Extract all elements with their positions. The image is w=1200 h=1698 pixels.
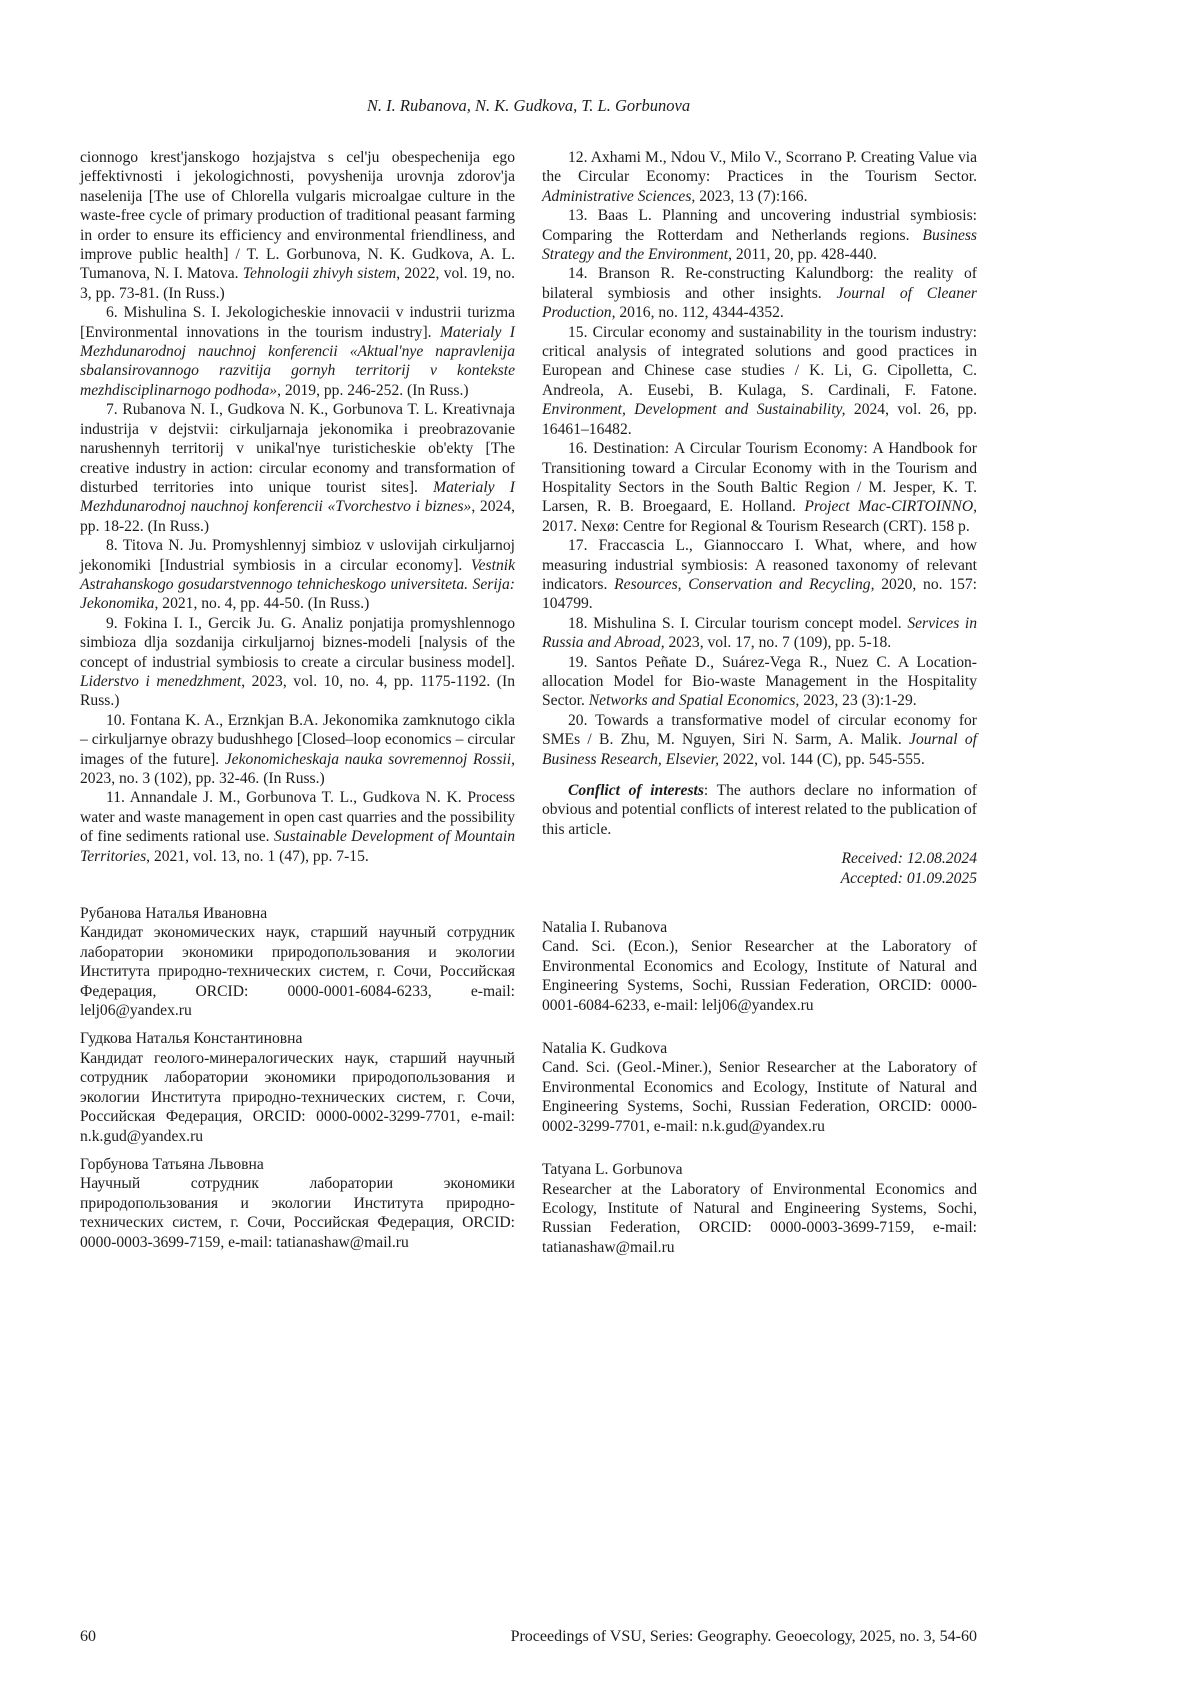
text-segment: Environment, Development and Sustainability, xyxy=(542,401,846,419)
left-column xyxy=(80,148,515,1281)
author-block xyxy=(542,1160,977,1257)
author-block xyxy=(80,1155,515,1252)
text-segment: 12. Axhami M., Ndou V., Milo V., Scorrano P. Creating Value via the Circular Economy: Practices in the Tourism Sector. xyxy=(542,149,977,186)
author-bio: Научный сотрудник лаборатории экономики природопользования и экологии Института природно-технических систем, г. Сочи, Российская Федерация, ORCID: 0000-0003-3699-7159, e-mail: tatianashaw@mail.ru xyxy=(80,1175,515,1251)
text-segment: 2024, vol. 26, pp. 16461–16482. xyxy=(542,401,977,438)
author-block xyxy=(542,918,977,1015)
reference-item xyxy=(80,536,515,614)
reference-item xyxy=(542,206,977,264)
accepted-date: Accepted: 01.09.2025 xyxy=(840,869,977,887)
text-segment: 6. Mishulina S. I. Jekologicheskie innovacii v industrii turizma [Environmental innovations in the tourism industry]. xyxy=(80,304,515,341)
text-segment: 2020, no. 157: 104799. xyxy=(542,575,978,613)
text-segment: 14. Branson R. Re-constructing Kalundborg: the reality of bilateral symbiosis and other insights. xyxy=(542,265,977,302)
author-bio: Cand. Sci. (Econ.), Senior Researcher at the Laboratory of Environmental Economics and Ecology, Institute of Natural and Engineering Systems, Sochi, Russian Federation, ORCID: 0000-0001-6084-6233, e-mail: lelj06@yandex.ru xyxy=(542,938,977,1014)
author-name: Natalia K. Gudkova xyxy=(542,1040,668,1058)
text-segment: 8. Titova N. Ju. Promyshlennyj simbioz v uslovijah cirkuljarnoj jekonomiki [Industrial symbiosis in a circular economy]. xyxy=(80,537,515,574)
reference-item xyxy=(542,614,977,653)
author-name: Natalia I. Rubanova xyxy=(542,919,668,937)
conflict-of-interests-paragraph xyxy=(542,781,977,839)
text-segment: Administrative Sciences, xyxy=(542,187,696,205)
author-name: Горбунова Татьяна Львовна xyxy=(80,1155,264,1173)
author-block xyxy=(80,904,515,1020)
document-page xyxy=(80,96,977,1281)
text-segment: Journal of Business Research, Elsevier, xyxy=(542,731,977,768)
text-segment: , 2023, vol. 10, no. 4, pp. 1175-1192. (In Russ.) xyxy=(80,672,515,710)
journal-line: Proceedings of VSU, Series: Geography. Geoecology, 2025, no. 3, 54-60 xyxy=(510,1628,977,1645)
text-segment: 10. Fontana K. A., Erznkjan B.A. Jekonomika zamknutogo cikla – cirkuljarnye obrazy budushhego [Closed–loop economics – circular images of the future]. xyxy=(80,711,515,768)
author-bio: Researcher at the Laboratory of Environmental Economics and Ecology, Institute of Natural and Engineering Systems, Sochi, Russian Federation, ORCID: 0000-0003-3699-7159, e-mail: tatianashaw@mail.ru xyxy=(542,1180,977,1256)
text-segment: : The authors declare no information of obvious and potential conflicts of interest related to the publication of this article. xyxy=(542,782,977,838)
text-segment: Project Mac-CIRTOINNO, xyxy=(804,498,977,516)
running-head: N. I. Rubanova, N. K. Gudkova, T. L. Gorbunova xyxy=(366,96,691,115)
text-segment: , 2019, pp. 246-252. (In Russ.) xyxy=(277,381,469,399)
author-name: Гудкова Наталья Константиновна xyxy=(80,1030,303,1048)
two-column-body xyxy=(80,148,977,1281)
text-segment: 2023, 13 (7):166. xyxy=(695,187,808,205)
references-list-right xyxy=(542,148,977,769)
text-segment: Tehnologii zhivyh sistem xyxy=(242,265,397,283)
text-segment: Services in Russia and Abroad, xyxy=(542,614,977,652)
text-segment: Sustainable Development of Mountain Territories xyxy=(80,828,515,865)
author-block xyxy=(80,1029,515,1145)
text-segment: , 2021, vol. 13, no. 1 (47), pp. 7-15. xyxy=(146,847,369,865)
authors-russian-section xyxy=(80,904,515,1252)
text-segment: Materialy I Mezhdunarodnoj nauchnoj konferencii «Tvorchestvo i biznes» xyxy=(80,478,515,516)
reference-item xyxy=(542,323,977,439)
text-segment: 18. Mishulina S. I. Circular tourism concept model. xyxy=(568,614,908,632)
reference-item xyxy=(542,148,977,206)
reference-item xyxy=(542,264,977,322)
text-segment: Liderstvo i menedzhment xyxy=(80,672,242,690)
reference-item xyxy=(80,711,515,789)
text-segment: , 2024, pp. 18-22. (In Russ.) xyxy=(80,498,515,535)
text-segment: Jekonomicheskaja nauka sovremennoj Rossii xyxy=(224,750,512,768)
text-segment: , 2021, no. 4, pp. 44-50. (In Russ.) xyxy=(154,595,370,613)
reference-item xyxy=(80,303,515,400)
text-segment: cionnogo krest'janskogo hozjajstva s cel'ju obespechenija ego jeffektivnosti i jekologichnosti, povyshenija urovnja zdorov'ja naselenija [The use of Chlorella vulgaris microalgae culture in the waste-free cycle of primary production of traditional peasant farming in order to ensure its efficiency and environmental friendliness, and improve public health] / T. L. Gorbunova, N. K. Gudkova, A. L. Tumanova, N. I. Matova. xyxy=(80,149,515,283)
text-segment: Vestnik Astrahanskogo gosudarstvennogo tehnicheskogo universiteta. Serija: Jekonomika xyxy=(80,556,515,613)
text-segment: Networks and Spatial Economics, xyxy=(588,692,800,710)
author-name: Tatyana L. Gorbunova xyxy=(542,1161,683,1179)
text-segment: 19. Santos Peñate D., Suárez-Vega R., Nuez C. A Location-allocation Model for Bio-waste Management in the Hospitality Sector. xyxy=(542,653,977,710)
text-segment: 2023, vol. 17, no. 7 (109), pp. 5-18. xyxy=(664,634,892,652)
author-bio: Кандидат экономических наук, старший научный сотрудник лаборатории экономики природопользования и экологии Института природно-технических систем, г. Сочи, Российская Федерация, ORCID: 0000-0001-6084-6233, e-mail: lelj06@yandex.ru xyxy=(80,924,515,1020)
reference-item xyxy=(80,788,515,866)
text-segment: 2023, 23 (3):1-29. xyxy=(799,692,917,710)
received-date: Received: 12.08.2024 xyxy=(841,850,977,868)
author-block xyxy=(542,1039,977,1136)
page-footer xyxy=(80,1628,977,1646)
text-segment: 2017. Nexø: Centre for Regional & Tourism Research (CRT). 158 p. xyxy=(542,517,970,535)
reference-item xyxy=(542,439,977,536)
dates-block xyxy=(542,849,977,888)
text-segment: 2022, vol. 144 (C), pp. 545-555. xyxy=(718,750,925,768)
text-segment: 11. Annandale J. M., Gorbunova T. L., Gudkova N. K. Process water and waste management in open cast quarries and the possibility of fine sediments rational use. xyxy=(80,789,515,846)
text-segment: 2011, 20, pp. 428-440. xyxy=(731,246,877,264)
text-segment: Business Strategy and the Environment, xyxy=(542,226,977,264)
text-segment: 17. Fraccascia L., Giannoccaro I. What, where, and how measuring industrial symbiosis: A reasoned taxonomy of relevant indicators. xyxy=(542,537,977,593)
references-list-left xyxy=(80,148,515,866)
author-bio: Кандидат геолого-минералогических наук, старший научный сотрудник лаборатории экономики природопользования и экологии Института природно-технических систем, г. Сочи, Российская Федерация, ORCID: 0000-0002-3299-7701, e-mail: n.k.gud@yandex.ru xyxy=(80,1049,515,1145)
authors-english-section xyxy=(542,918,977,1257)
text-segment: Materialy I Mezhdunarodnoj nauchnoj konferencii «Aktual'nye napravlenija sbalansirovannogo razvitija gornyh territorij v kontekste mezhdisciplinarnogo podhoda» xyxy=(80,323,515,399)
page-number: 60 xyxy=(80,1628,96,1645)
reference-item xyxy=(542,711,977,769)
text-segment: , 2023, no. 3 (102), pp. 32-46. (In Russ.) xyxy=(80,750,515,787)
reference-item xyxy=(80,400,515,536)
right-column xyxy=(542,148,977,1281)
text-segment: 2016, no. 112, 4344-4352. xyxy=(615,304,784,322)
text-segment: 7. Rubanova N. I., Gudkova N. K., Gorbunova T. L. Kreativnaja industrija v dejstvii: cirkuljarnaja jekonomika i preobrazovanie narushennyh territorij v unikal'nye turisticheskie ob'ekty [The creative industry in action: circular economy and transformation of disturbed territories into unique tourist sites]. xyxy=(80,401,515,496)
text-segment: Resources, Conservation and Recycling, xyxy=(614,575,875,593)
text-segment: Journal of Cleaner Production, xyxy=(542,284,977,322)
text-segment: 13. Baas L. Planning and uncovering industrial symbiosis: Comparing the Rotterdam and Netherlands regions. xyxy=(542,207,977,244)
text-segment: 16. Destination: A Circular Tourism Economy: A Handbook for Transitioning toward a Circular Economy with in the Tourism and Hospitality Sectors in the South Baltic Region / M. Jesper, K. T. Larsen, R. B. Broegaard, E. Holland. xyxy=(542,440,977,516)
reference-item xyxy=(542,536,977,614)
reference-item xyxy=(80,614,515,711)
text-segment: 20. Towards a transformative model of circular economy for SMEs / B. Zhu, M. Nguyen, Siri N. Sarm, A. Malik. xyxy=(542,711,977,749)
author-name: Рубанова Наталья Ивановна xyxy=(80,905,268,923)
reference-item xyxy=(80,148,515,303)
author-bio: Cand. Sci. (Geol.-Miner.), Senior Researcher at the Laboratory of Environmental Economics and Ecology, Institute of Natural and Engineering Systems, Sochi, Russian Federation, ORCID: 0000-0002-3299-7701, e-mail: n.k.gud@yandex.ru xyxy=(542,1059,977,1135)
text-segment: 9. Fokina I. I., Gercik Ju. G. Analiz ponjatija promyshlennogo simbioza dlja sozdanija cirkuljarnoj biznes-modeli [nalysis of the concept of industrial symbiosis to create a circular business model]. xyxy=(80,614,515,671)
text-segment: , 2022, vol. 19, no. 3, pp. 73-81. (In Russ.) xyxy=(80,265,515,302)
text-segment: 15. Circular economy and sustainability in the tourism industry: critical analysis of integrated solutions and good practices in European and Chinese case studies / K. Li, G. Cipolletta, C. Andreola, A. Eusebi, B. Kulaga, S. Cardinali, F. Fatone. xyxy=(542,323,977,399)
text-segment: Conflict of interests xyxy=(568,782,704,799)
reference-item xyxy=(542,653,977,711)
